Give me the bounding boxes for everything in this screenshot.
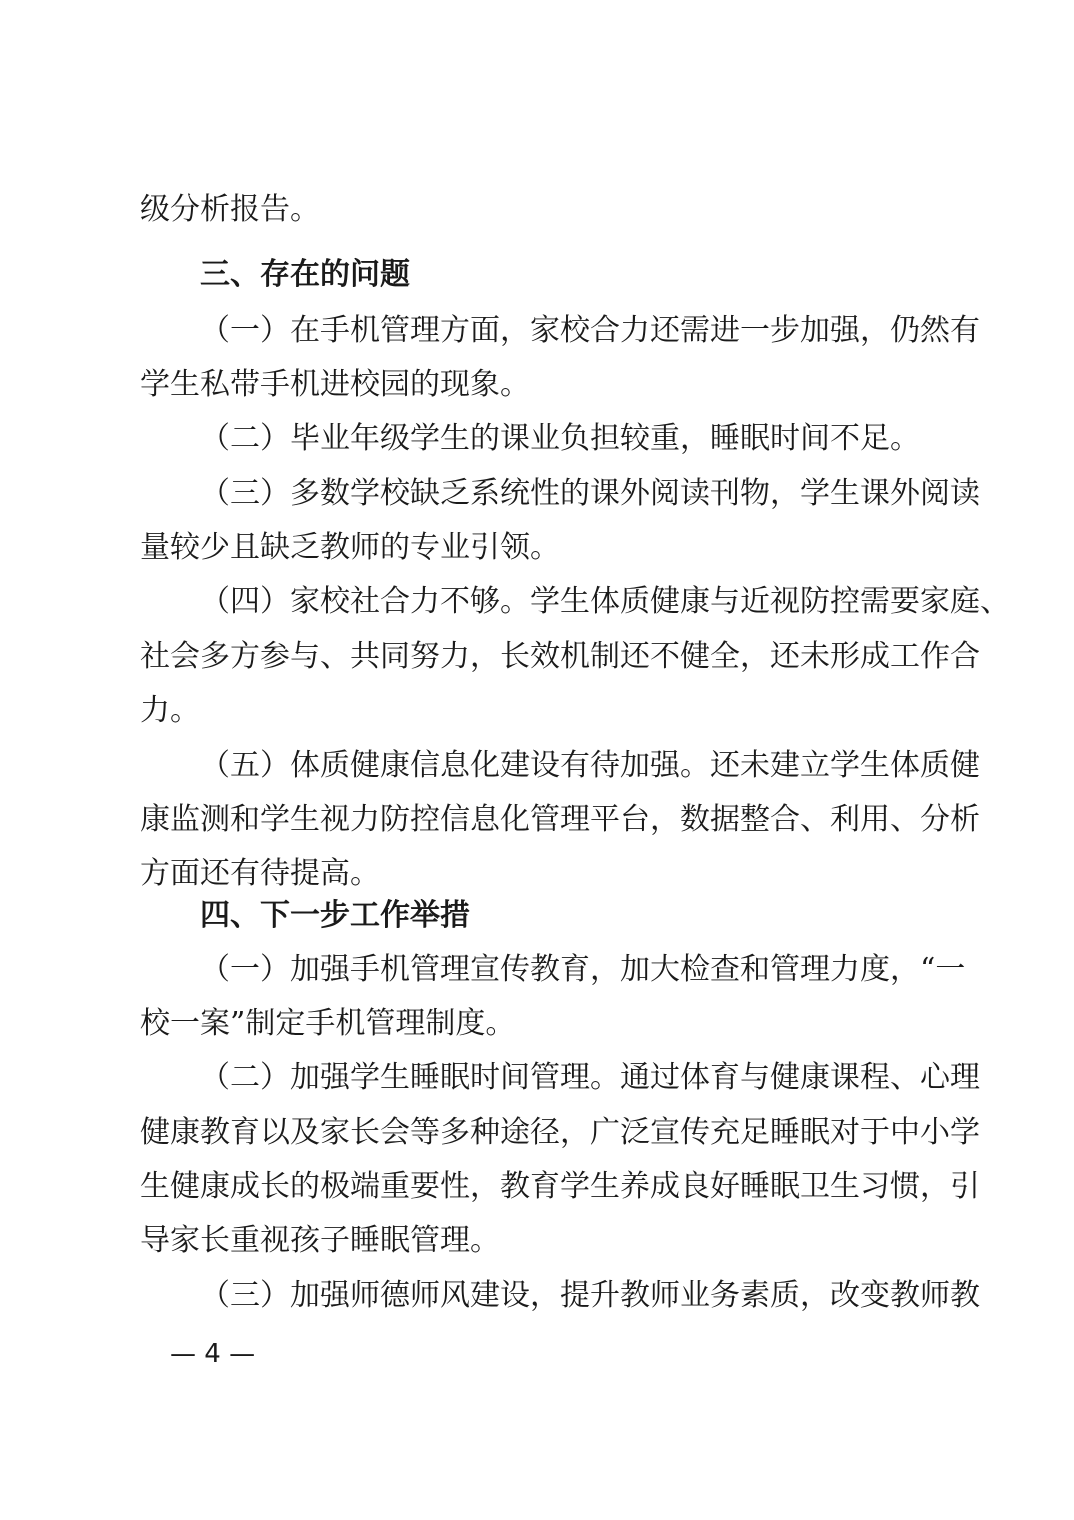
- paragraph-line: 康监测和学生视力防控信息化管理平台，数据整合、利用、分析: [140, 802, 980, 837]
- paragraph-line: 生健康成长的极端重要性，教育学生养成良好睡眠卫生习惯，引: [140, 1169, 980, 1204]
- paragraph-line: （一）加强手机管理宣传教育，加大检查和管理力度，“一: [200, 952, 966, 987]
- paragraph-line: （二）毕业年级学生的课业负担较重，睡眠时间不足。: [200, 421, 920, 456]
- section-heading: 三、存在的问题: [200, 257, 410, 292]
- paragraph-line: （二）加强学生睡眠时间管理。通过体育与健康课程、心理: [200, 1060, 980, 1095]
- paragraph-line: 导家长重视孩子睡眠管理。: [140, 1223, 500, 1258]
- paragraph-line: 健康教育以及家长会等多种途径，广泛宣传充足睡眠对于中小学: [140, 1115, 980, 1150]
- page-number: — 4 —: [170, 1339, 256, 1369]
- section-heading: 四、下一步工作举措: [200, 898, 470, 933]
- paragraph-line: 方面还有待提高。: [140, 856, 380, 891]
- paragraph-line: 级分析报告。: [140, 192, 320, 227]
- paragraph-line: （五）体质健康信息化建设有待加强。还未建立学生体质健: [200, 748, 980, 783]
- paragraph-line: （四）家校社合力不够。学生体质健康与近视防控需要家庭、: [200, 584, 1010, 619]
- paragraph-line: 力。: [140, 693, 200, 728]
- paragraph-line: 校一案”制定手机管理制度。: [140, 1006, 516, 1041]
- paragraph-line: （三）加强师德师风建设，提升教师业务素质，改变教师教: [200, 1278, 980, 1313]
- paragraph-line: 学生私带手机进校园的现象。: [140, 367, 530, 402]
- paragraph-line: （三）多数学校缺乏系统性的课外阅读刊物，学生课外阅读: [200, 476, 980, 511]
- paragraph-line: 量较少且缺乏教师的专业引领。: [140, 530, 560, 565]
- paragraph-line: 社会多方参与、共同努力，长效机制还不健全，还未形成工作合: [140, 639, 980, 674]
- paragraph-line: （一）在手机管理方面，家校合力还需进一步加强，仍然有: [200, 313, 980, 348]
